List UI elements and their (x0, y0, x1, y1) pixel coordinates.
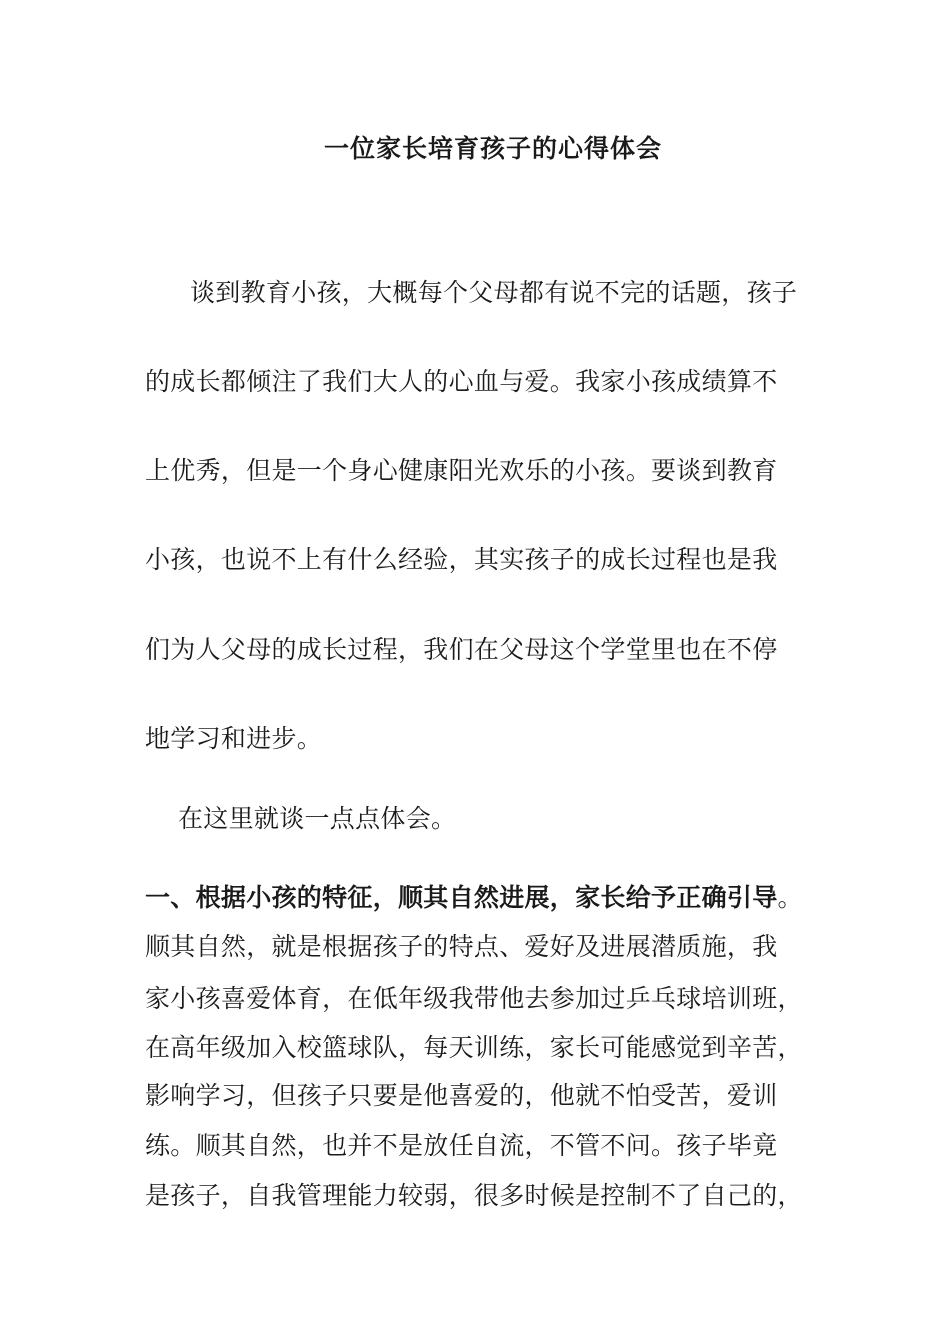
paragraph-line: 练。顺其自然，也并不是放任自流，不管不问。孩子毕竟 (145, 1131, 778, 1160)
paragraph-line: 家小孩喜爱体育，在低年级我带他去参加过乒乓球培训班， (145, 984, 803, 1013)
paragraph-line: 的成长都倾注了我们大人的心血与爱。我家小孩成绩算不 (145, 367, 778, 396)
paragraph-line: 顺其自然，就是根据孩子的特点、爱好及进展潜质施，我 (145, 932, 778, 961)
paragraph-line: 们为人父母的成长过程，我们在父母这个学堂里也在不停 (145, 635, 778, 664)
paragraph-line: 地学习和进步。 (145, 724, 323, 753)
paragraph-line: 谈到教育小孩，大概每个父母都有说不完的话题，孩子 (190, 278, 798, 307)
paragraph-line: 在高年级加入校篮球队，每天训练，家长可能感觉到辛苦， (145, 1033, 803, 1062)
paragraph-line: 影响学习，但孩子只要是他喜爱的，他就不怕受苦，爱训 (145, 1081, 778, 1110)
paragraph-line: 小孩，也说不上有什么经验，其实孩子的成长过程也是我 (145, 545, 778, 574)
section-heading (145, 880, 803, 916)
section-heading-bold: 一、根据小孩的特征，顺其自然进展，家长给予正确引导 (145, 883, 778, 912)
document-title: 一位家长培育孩子的心得体会 (323, 134, 662, 163)
paragraph-line: 是孩子，自我管理能力较弱，很多时候是控制不了自己的， (145, 1181, 803, 1210)
paragraph-line: 上优秀，但是一个身心健康阳光欢乐的小孩。要谈到教育 (145, 456, 778, 485)
paragraph-line: 在这里就谈一点点体会。 (178, 804, 457, 833)
section-heading-punctuation: 。 (777, 883, 803, 912)
